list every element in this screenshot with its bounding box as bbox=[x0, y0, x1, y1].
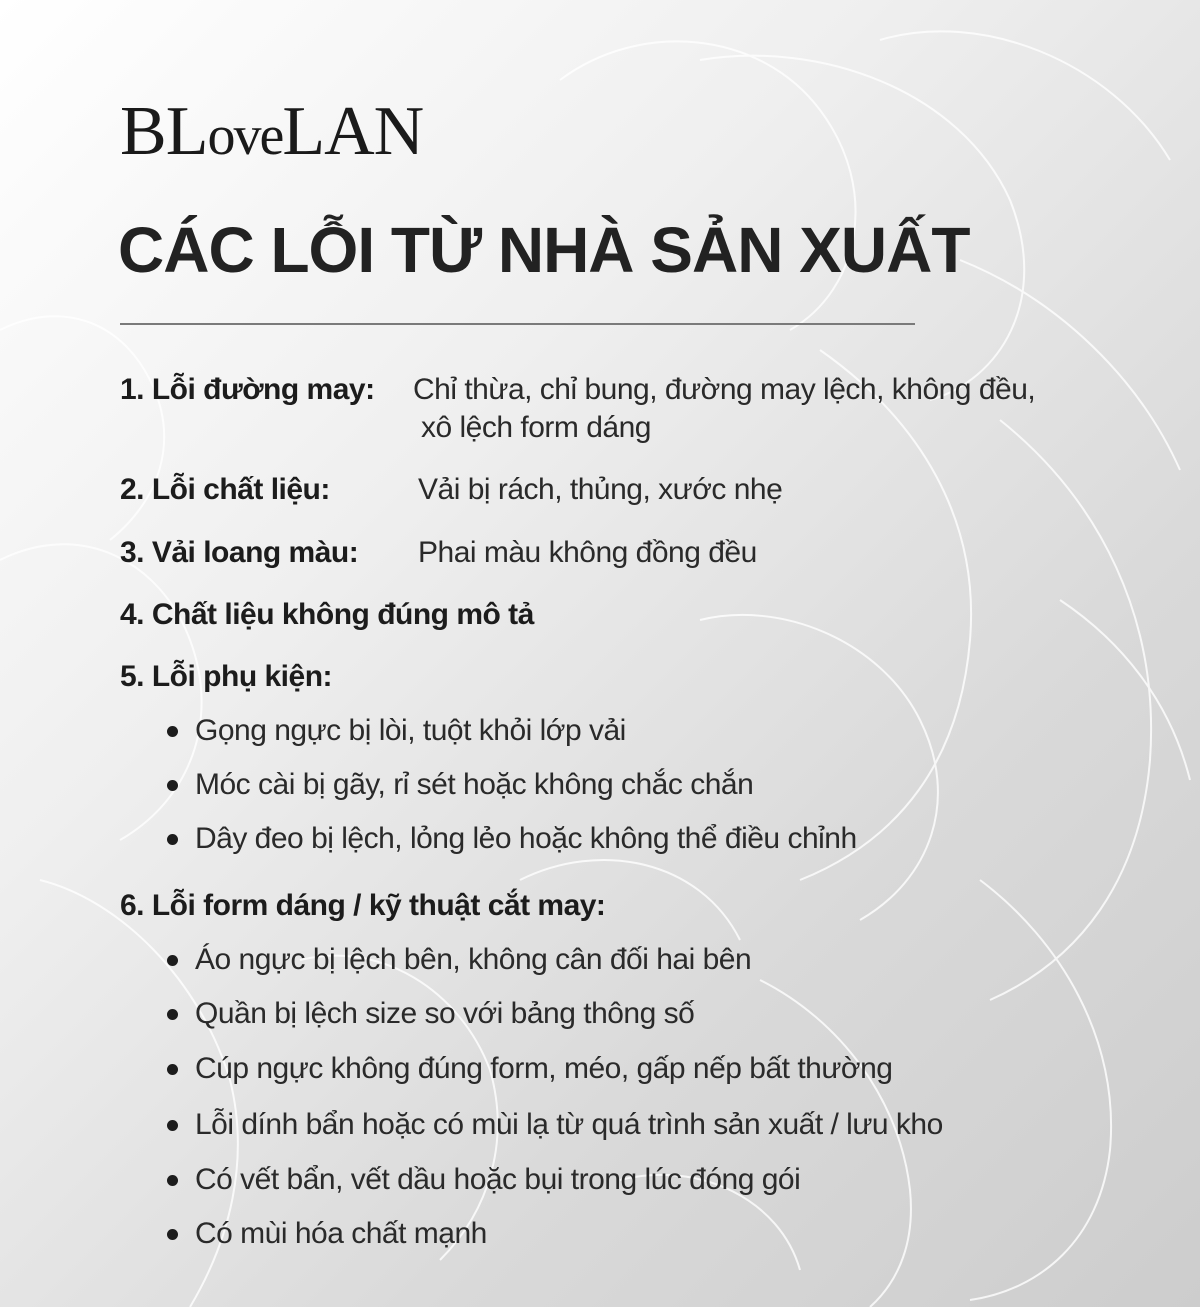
bullet-dot-icon bbox=[167, 955, 178, 966]
bullet-dot-icon bbox=[167, 1064, 178, 1075]
item-color-bleed bbox=[120, 533, 757, 573]
item-accessory-defect bbox=[120, 657, 332, 697]
item-label: 3. Vải loang màu: bbox=[120, 536, 359, 569]
page-title: CÁC LỖI TỪ NHÀ SẢN XUẤT bbox=[118, 214, 970, 286]
item-value: Phai màu không đồng đều bbox=[418, 536, 757, 569]
item-label: 1. Lỗi đường may: bbox=[120, 373, 375, 406]
item-label: 5. Lỗi phụ kiện: bbox=[120, 660, 333, 693]
bullet-dot-icon bbox=[167, 1175, 178, 1186]
item-value-line2: xô lệch form dáng bbox=[421, 411, 651, 444]
bullet-dot-icon bbox=[167, 726, 178, 737]
item-fit-cutting-defect bbox=[120, 886, 605, 926]
bullet-dot-icon bbox=[167, 1120, 178, 1131]
item-material-mismatch bbox=[120, 595, 534, 635]
item-value: Vải bị rách, thủng, xước nhẹ bbox=[418, 473, 783, 506]
item-label: 2. Lỗi chất liệu: bbox=[120, 473, 330, 506]
bullet-dot-icon bbox=[167, 1229, 178, 1240]
item-seam-defect bbox=[120, 370, 1036, 444]
bullet-dot-icon bbox=[167, 780, 178, 791]
bullet-dot-icon bbox=[167, 834, 178, 845]
item-label: 4. Chất liệu không đúng mô tả bbox=[120, 598, 534, 631]
item-label: 6. Lỗi form dáng / kỹ thuật cắt may: bbox=[120, 889, 606, 922]
title-divider bbox=[120, 323, 915, 325]
item-value: Chỉ thừa, chỉ bung, đường may lệch, không đều, bbox=[413, 373, 1036, 406]
bullet-dot-icon bbox=[167, 1009, 178, 1020]
brand-logo: BLoveLAN bbox=[120, 93, 424, 170]
item-material-defect bbox=[120, 470, 783, 510]
